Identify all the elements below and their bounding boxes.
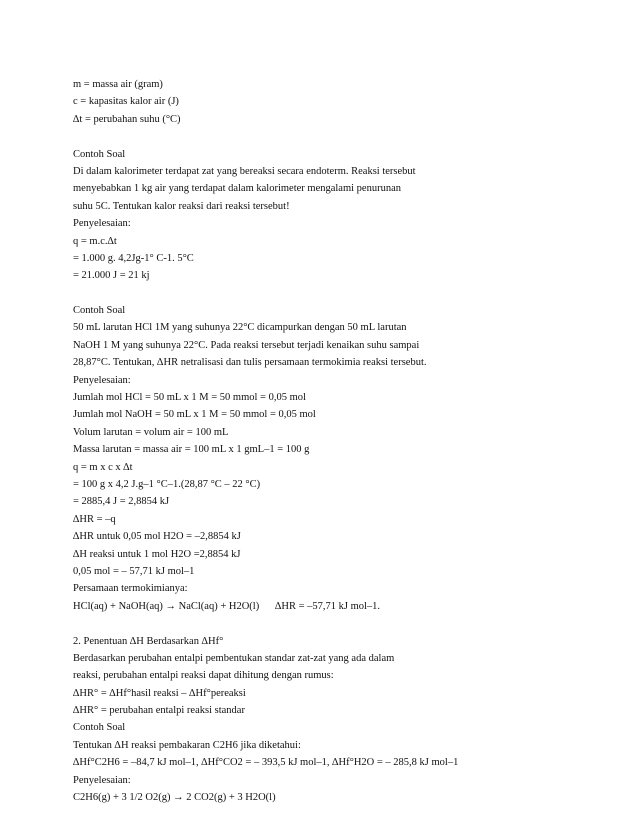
- text-line: Jumlah mol NaOH = 50 mL x 1 M = 50 mmol = 0,05 mol: [73, 409, 316, 421]
- text-line: C2H6(g) + 3 1/2 O2(g) → 2 CO2(g) + 3 H2O(l): [73, 792, 276, 804]
- text-line: Berdasarkan perubahan entalpi pembentukan standar zat-zat yang ada dalam: [73, 652, 395, 664]
- text-line: suhu 5C. Tentukan kalor reaksi dari reaksi tersebut!: [73, 200, 290, 212]
- text-line: = 21.000 J = 21 kj: [73, 270, 150, 282]
- text-line: NaOH 1 M yang suhunya 22°C. Pada reaksi tersebut terjadi kenaikan suhu sampai: [73, 339, 420, 351]
- text-line: = 100 g x 4,2 J.g–1 °C–1.(28,87 °C – 22 °C): [73, 478, 261, 490]
- paragraph: [73, 633, 593, 807]
- text-line: Volum larutan = volum air = 100 mL: [73, 426, 229, 438]
- text-line: = 1.000 g. 4,2Jg-1° C-1. 5°C: [73, 252, 194, 264]
- paragraph: [73, 302, 593, 615]
- text-line: Jumlah mol HCl = 50 mL x 1 M = 50 mmol = 0,05 mol: [73, 392, 306, 404]
- text-line: ∆HR° = perubahan entalpi reaksi standar: [73, 705, 245, 717]
- text-line: ∆HR untuk 0,05 mol H2O = –2,8854 kJ: [73, 531, 241, 543]
- text-line: = 2885,4 J = 2,8854 kJ: [73, 496, 170, 508]
- text-line: 28,87°C. Tentukan, ∆HR netralisasi dan tulis persamaan termokimia reaksi tersebut.: [73, 357, 427, 369]
- text-line: menyebabkan 1 kg air yang terdapat dalam kalorimeter mengalami penurunan: [73, 183, 401, 195]
- paragraph: [73, 146, 593, 285]
- text-line: Penyelesaian:: [73, 374, 131, 386]
- text-line: ∆Hf°C2H6 = –84,7 kJ mol–1, ∆Hf°CO2 = – 393,5 kJ mol–1, ∆Hf°H2O = – 285,8 kJ mol–1: [73, 757, 459, 769]
- text-line: 2. Penentuan ∆H Berdasarkan ∆Hf°: [73, 635, 224, 647]
- text-line: Tentukan ∆H reaksi pembakaran C2H6 jika diketahui:: [73, 739, 301, 751]
- text-line: ∆HR° = ∆Hf°hasil reaksi – ∆Hf°pereaksi: [73, 687, 246, 699]
- text-line: 0,05 mol = – 57,71 kJ mol–1: [73, 565, 195, 577]
- text-line: ∆H reaksi untuk 1 mol H2O =2,8854 kJ: [73, 548, 241, 560]
- text-line: m = massa air (gram): [73, 79, 163, 90]
- text-line: ∆HR = –q: [73, 513, 116, 525]
- text-line: 50 mL larutan HCl 1M yang suhunya 22°C dicampurkan dengan 50 mL larutan: [73, 322, 407, 334]
- paragraph-gap: [73, 285, 593, 302]
- text-line: reaksi, perubahan entalpi reaksi dapat dihitung dengan rumus:: [73, 670, 334, 682]
- text-line: Contoh Soal: [73, 305, 126, 317]
- text-line: Di dalam kalorimeter terdapat zat yang bereaksi secara endoterm. Reaksi tersebut: [73, 165, 416, 177]
- text-line: Penyelesaian:: [73, 218, 131, 230]
- paragraph-gap: [73, 615, 593, 632]
- text-line: HCl(aq) + NaOH(aq) → NaCl(aq) + H2O(l) ∆HR = –57,71 kJ mol–1.: [73, 600, 381, 612]
- paragraph-gap: [73, 128, 593, 145]
- text-line: ∆t = perubahan suhu (°C): [73, 113, 181, 125]
- text-line: Penyelesaian:: [73, 774, 131, 786]
- text-line: Contoh Soal: [73, 722, 126, 734]
- text-line: Contoh Soal: [73, 148, 126, 160]
- text-line: q = m.c.∆t: [73, 235, 117, 247]
- document-text: [73, 76, 593, 806]
- text-line: Persamaan termokimianya:: [73, 583, 188, 595]
- paragraph: [73, 76, 593, 128]
- text-line: q = m x c x ∆t: [73, 461, 133, 473]
- text-line: Massa larutan = massa air = 100 mL x 1 gmL–1 = 100 g: [73, 444, 310, 456]
- text-line: c = kapasitas kalor air (J): [73, 96, 179, 108]
